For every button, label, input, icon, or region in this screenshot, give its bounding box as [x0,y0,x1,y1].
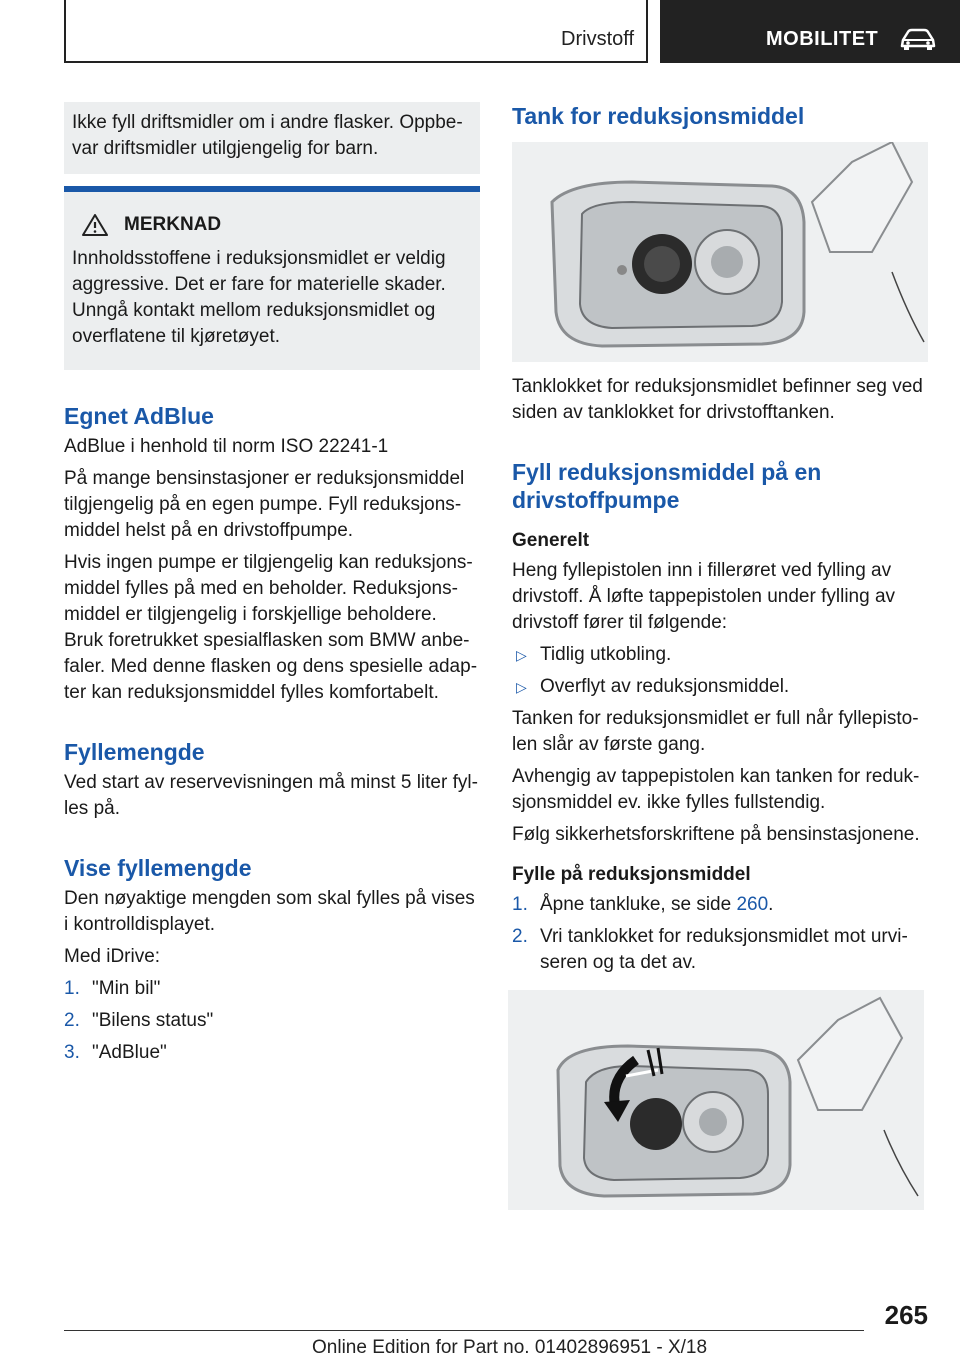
tank-description: Tanklokket for reduksjonsmidlet befinner seg ved siden av tanklokket for drivstofftanken. [512,376,923,423]
warning-icon [82,213,108,237]
list-item: 2. Vri tanklokket for reduksjonsmidlet mot urviseren og ta det av. [512,926,908,973]
general-text: Heng fyllepistolen inn i fillerøret ved fylling av drivstoff. Å løfte tappepistolen under fylling av drivstoff fører til følgende: [512,560,896,633]
list-item: 1. "Min bil" [64,978,161,999]
tank-full-text: Tanken for reduksjonsmidlet er full når fyllepistolen slår av første gang. [512,708,919,755]
list-item: 3. "AdBlue" [64,1042,167,1063]
list-item: ▷ Overflyt av reduksjonsmiddel. [512,674,928,700]
chapter-title: MOBILITET [766,28,879,50]
footer-divider [64,1330,864,1331]
tank-cap-photo [512,142,928,362]
heading-show-fill-amount: Vise fyllemengde [64,855,252,881]
list-item: ▷ Tidlig utkobling. [512,642,928,668]
consequence-list [512,642,928,700]
heading-filling: Fylle på reduksjonsmiddel [512,864,751,885]
adblue-norm: AdBlue i henhold til norm ISO 22241-1 [64,436,389,457]
list-item: 2. "Bilens status" [64,1010,214,1031]
show-amount-text: Den nøyaktige mengden som skal fylles på vises i kontrolldisplayet. [64,888,475,935]
fill-amount-text: Ved start av reservevisningen må minst 5 liter fylles på. [64,772,478,819]
notice-box [64,186,480,370]
edition-note: Online Edition for Part no. 01402896951 - X/18 [312,1337,708,1358]
section-tab [64,0,648,63]
page-number: 265 [884,1300,928,1330]
triangle-bullet-icon: ▷ [516,679,527,695]
adblue-paragraph-2: På mange bensinstasjoner er reduksjonsmiddel tilgjengelig på en egen pumpe. Fyll reduksjonsmiddel helst på en drivstoffpumpe. [64,468,465,541]
heading-general: Generelt [512,530,590,551]
right-column [512,102,928,1222]
idrive-label: Med iDrive: [64,946,161,967]
list-item: 1. Åpne tankluke, se side 260. [512,894,774,915]
heading-tank: Tank for reduksjonsmiddel [512,103,805,129]
notice-body: Innholdsstoffene i reduksjonsmidlet er veldig aggressive. Det er fare for materielle skader. Unngå kontakt mellom reduksjonsmidlet og overflatene til kjøretøyet. [72,248,446,347]
page-header [0,0,960,70]
car-icon [900,28,936,50]
section-title: Drivstoff [561,28,634,50]
intro-box [64,102,480,174]
adblue-paragraph-3: Hvis ingen pumpe er tilgjengelig kan reduksjonsmiddel fylles på med en beholder. Reduksjonsmiddel er tilgjengelig i forskjellige beholdere. Bruk foretrukket spesialflasken som BMW anbefaler. Med denne flasken og dens spesielle adapter kan reduksjonsmiddel fylles komfortabelt. [64,552,478,703]
chapter-tab [660,0,960,63]
triangle-bullet-icon: ▷ [516,647,527,663]
intro-text: Ikke fyll driftsmidler om i andre flasker. Oppbevar driftsmidler utilgjengelig for barn. [72,112,463,159]
heading-suitable-adblue: Egnet AdBlue [64,403,214,429]
notice-heading [72,212,472,238]
safety-text: Følg sikkerhetsforskriftene på bensinstasjonene. [512,824,920,845]
notice-title: MERKNAD [124,214,222,235]
idrive-steps [64,976,480,1066]
remove-cap-photo [508,990,924,1210]
filling-steps [512,892,928,976]
left-column [64,102,480,1072]
page-link[interactable]: 260 [736,894,769,915]
heading-fill-at-pump: Fyll reduksjonsmiddel på en drivstoffpumpe [512,459,822,513]
depending-text: Avhengig av tappepistolen kan tanken for reduksjonsmiddel ev. ikke fylles fullstendig. [512,766,920,813]
heading-fill-amount: Fyllemengde [64,739,205,765]
